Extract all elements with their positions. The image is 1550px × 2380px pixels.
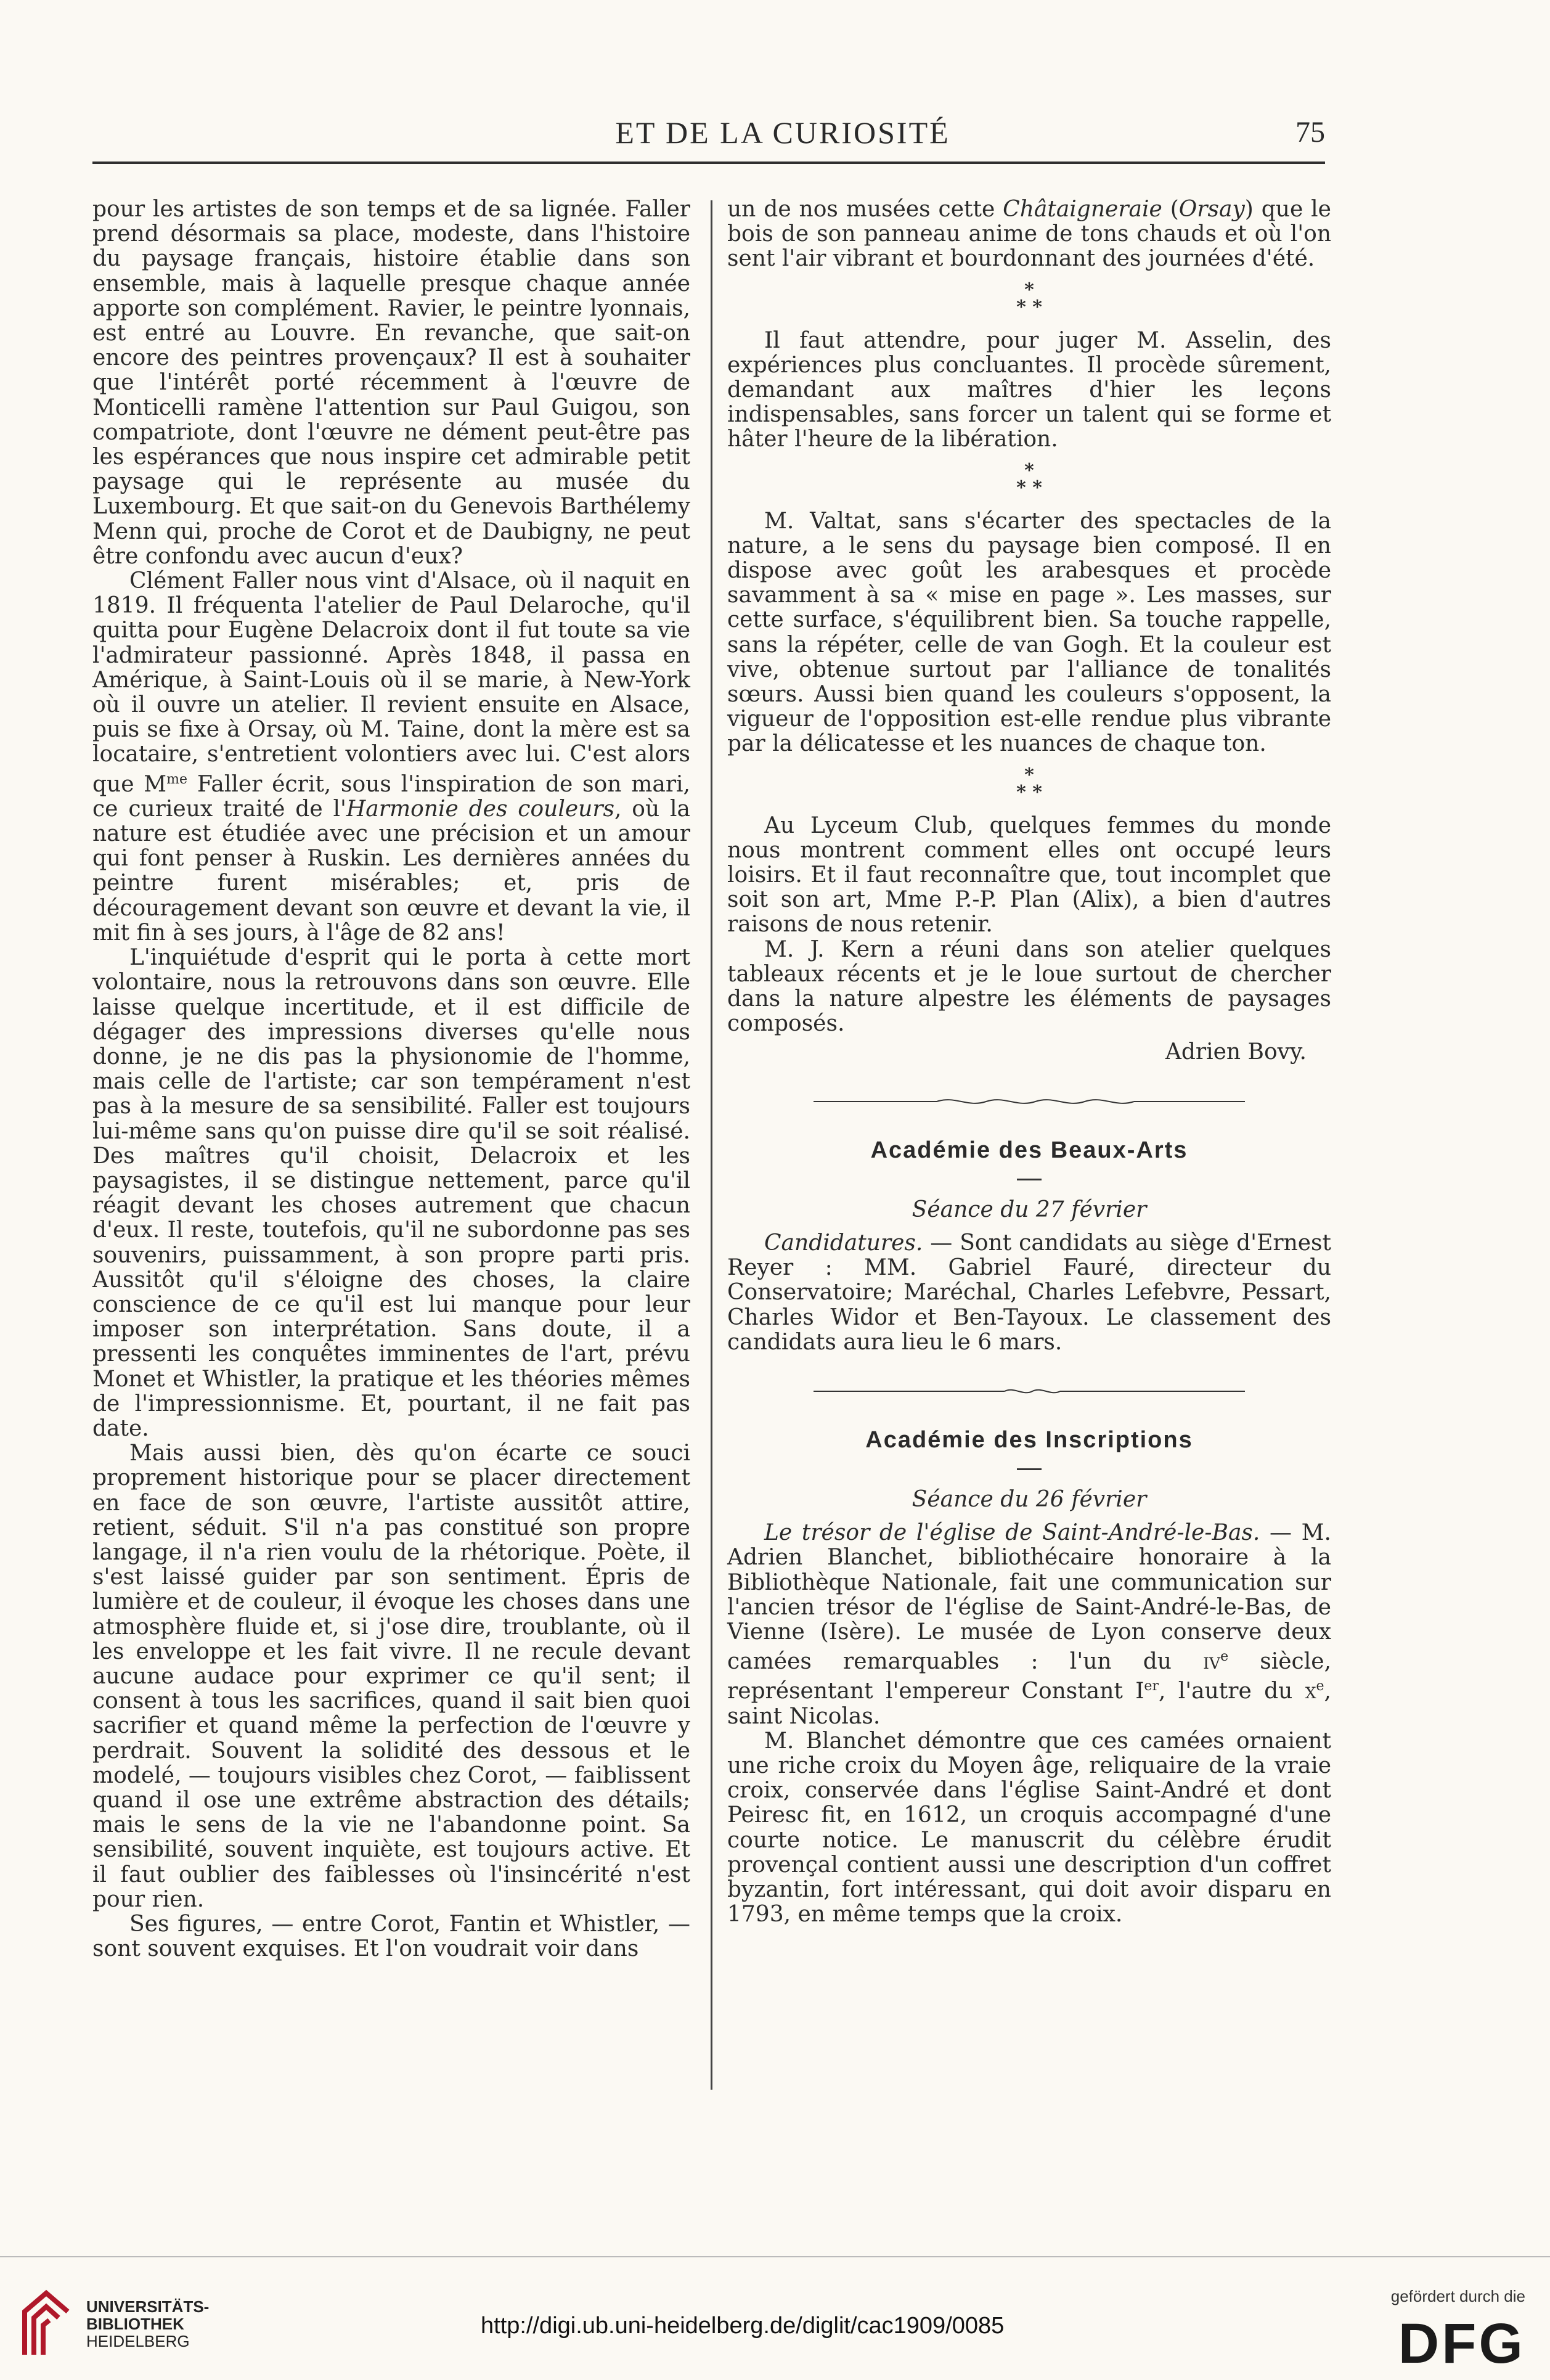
paragraph: L'inquiétude d'esprit qui le porta à cette mort volontaire, nous la retrouvons dans son œuvre. Elle laisse quelque incertitude, et il est difficile de dégager des impressions diverses qu'elle nous donne, je ne dis pas la physionomie de l'homme, mais celle de l'artiste; car son tempérament n'est pas à la mesure de sa sensibilité. Faller est toujours lui-même sans qu'on puisse dire qu'il se soit réalisé. Des maîtres qu'il choisit, Delacroix et les paysagistes, il se distingue nettement, parce qu'il réagit devant les choses autrement que chacun d'eux. Il reste, toutefois, qu'il ne subordonne pas ses souvenirs, puissamment, à son propre parti pris. Aussitôt qu'il s'éloigne des choses, la claire conscience de ce qu'il est lui manque pour leur imposer son interprétation. Sans doute, il a pressenti les conquêtes imminentes de l'art, prévu Monet et Whistler, la pratique et les théories mêmes de l'impressionnisme. Et, pourtant, il ne fait pas date. (92, 945, 690, 1441)
source-url-link[interactable]: http://digi.ub.uni-heidelberg.de/diglit/cac1909/0085 (481, 2313, 1005, 2339)
running-head: ET DE LA CURIOSITÉ (615, 115, 950, 150)
signature: Adrien Bovy. (1165, 1039, 1307, 1065)
library-logo-icon (18, 2287, 74, 2361)
paragraph: M. Valtat, sans s'écarter des spectacles de la nature, a le sens du paysage bien composé. Il en dispose avec goût les arabesques et procède savamment à sa « mise en page ». Les masses, sur cette surface, s'équilibrent bien. Sa touche rappelle, sans la répéter, celle de van Gogh. Et la couleur est vive, obtenue surtout par l'alliance de tonalités sœurs. Aussi bien quand les couleurs s'opposent, la vigueur de l'opposition est-elle rendue plus vibrante par la délicatesse et les nuances de chaque ton. (727, 508, 1331, 757)
footer-rule (0, 2256, 1550, 2257)
right-column (727, 197, 1331, 1927)
left-column (92, 197, 690, 1961)
session-date: Séance du 27 février (912, 1196, 1147, 1222)
asterism: * * * (1016, 764, 1042, 803)
paragraph: Au Lyceum Club, quelques femmes du monde nous montrent comment elles ont occupé leurs loisirs. Et il faut reconnaître que, tout incomplet que soit son art, Mme P.-P. Plan (Alix), a bien d'autres raisons de nous retenir. (727, 812, 1331, 938)
paragraph: Il faut attendre, pour juger M. Asselin, des expériences plus concluantes. Il procède sûrement, demandant aux maîtres d'hier les leçons indispensables, sans forcer un talent qui se forme et hâter l'heure de la libération. (727, 327, 1331, 452)
section-title: Académie des Beaux-Arts (870, 1137, 1188, 1163)
paragraph: M. J. Kern a réuni dans son atelier quelques tableaux récents et je le loue surtout de chercher dans la nature alpestre les éléments de paysages composés. (727, 936, 1331, 1037)
section-title: Académie des Inscriptions (865, 1426, 1193, 1453)
asterism: * * * (1016, 459, 1042, 499)
paragraph: Candidatures. — Sont candidats au siège d'Ernest Reyer : MM. Gabriel Fauré, directeur du Conservatoire; Maréchal, Charles Lefebvre, Pessart, Charles Widor et Ben-Tayoux. Le classement des candidats aura lieu le 6 mars. (727, 1230, 1331, 1355)
paragraph: M. Blanchet démontre que ces camées ornaient une riche croix du Moyen âge, reliquaire de la vraie croix, conservée dans l'église Saint-André et dont Peiresc fit, en 1612, un croquis accompagné d'une courte notice. Le manuscrit du célèbre érudit provençal contient aussi une description d'un coffret byzantin, fort intéressant, qui doit avoir disparu en 1793, en même temps que la croix. (727, 1728, 1331, 1928)
paragraph: Clément Faller nous vint d'Alsace, où il naquit en 1819. Il fréquenta l'atelier de Paul Delaroche, qu'il quitta pour Eugène Delacroix dont il fut toute sa vie l'admirateur passionné. Après 1848, il passa en Amérique, à Saint-Louis où il se marie, à New-York où il ouvre un atelier. Il revient ensuite en Alsace, puis se fixe à Orsay, où M. Taine, dont la mère est sa locataire, s'entretient volontiers avec lui. C'est alors que $M^{me}$ Faller écrit, sous l'inspiration de son mari, ce curieux traité de l'Harmonie des couleurs, où la nature est étudiée avec une précision et un amour qui font penser à Ruskin. Les dernières années du peintre furent misérables; et, pris de découragement devant son œuvre et devant la vie, il mit fin à ses jours, à l'âge de 82 ans! (92, 568, 690, 946)
page-number: 75 (1295, 116, 1325, 149)
library-name: UNIVERSITÄTS- BIBLIOTHEK HEIDELBERG (86, 2297, 210, 2350)
asterism: * * * (1016, 279, 1042, 318)
page-header (92, 111, 1325, 160)
paragraph: un de nos musées cette Châtaigneraie (Orsay) que le bois de son panneau anime de tons chauds et où l'on sent l'air vibrant et bourdonnant des journées d'été. (727, 197, 1331, 272)
paragraph: pour les artistes de son temps et de sa lignée. Faller prend désormais sa place, modeste, dans l'histoire du paysage français, histoire établie dans son ensemble, mais à laquelle presque chaque année apporte son complément. Ravier, le peintre lyonnais, est entré au Louvre. En revanche, que sait-on encore des peintres provençaux? Il est à souhaiter que l'intérêt porté récemment à l'œuvre de Monticelli ramène l'attention sur Paul Guigou, son compatriote, dont l'œuvre ne dément peut-être pas les espérances que nous inspire cet admirable petit paysage qui le représente au musée du Luxembourg. Et que sait-on du Genevois Barthélemy Menn qui, proche de Corot et de Daubigny, ne peut être confondu avec aucun d'eux? (92, 197, 690, 569)
paragraph: Ses figures, — entre Corot, Fantin et Whistler, — sont souvent exquises. Et l'on voudrait voir dans (92, 1912, 690, 1962)
ornament-divider (814, 1380, 1245, 1392)
dfg-logo: DFG (1398, 2312, 1525, 2375)
paragraph: Le trésor de l'église de Saint-André-le-Bas. — M. Adrien Blanchet, bibliothécaire honoraire à la Bibliothèque Nationale, fait une communication sur l'ancien trésor de l'église de Saint-André-le-Bas, de Vienne (Isère). Le musée de Lyon conserve deux camées remarquables : l'un du $iv^e$ siècle, représentant l'empereur Constant Ier, l'autre du $x^e$, saint Nicolas. (727, 1520, 1331, 1729)
funding-note: gefördert durch die (1390, 2287, 1525, 2305)
header-rule (92, 162, 1325, 164)
session-date: Séance du 26 février (912, 1486, 1147, 1512)
ornament-divider (814, 1090, 1245, 1102)
dash-divider (1017, 1468, 1042, 1470)
column-divider (711, 200, 712, 2090)
footer (0, 2256, 1550, 2380)
paragraph: Mais aussi bien, dès qu'on écarte ce souci proprement historique pour se placer directement en face de son œuvre, l'artiste aussitôt attire, retient, séduit. S'il n'a pas constitué son propre langage, il n'a rien voulu de la rhétorique. Poète, il s'est laissé guider par son sentiment. Épris de lumière et de couleur, il évoque les choses dans une atmosphère fluide et, si j'ose dire, troublante, où il les enveloppe et les fait vivre. Il ne recule devant aucune audace pour exprimer ce qu'il sent; il consent à tous les sacrifices, quand il sait bien quoi sacrifier et quand même la perfection de l'œuvre y perdrait. Souvent la solidité des dessous et le modelé, — toujours visibles chez Corot, — faiblissent quand il ose une extrême abstraction des détails; mais le sens de la vie ne l'abandonne point. Sa sensibilité, souvent inquiète, est toujours active. Et il faut oublier des faiblesses où l'insincérité n'est pour rien. (92, 1441, 690, 1912)
dash-divider (1017, 1179, 1042, 1180)
